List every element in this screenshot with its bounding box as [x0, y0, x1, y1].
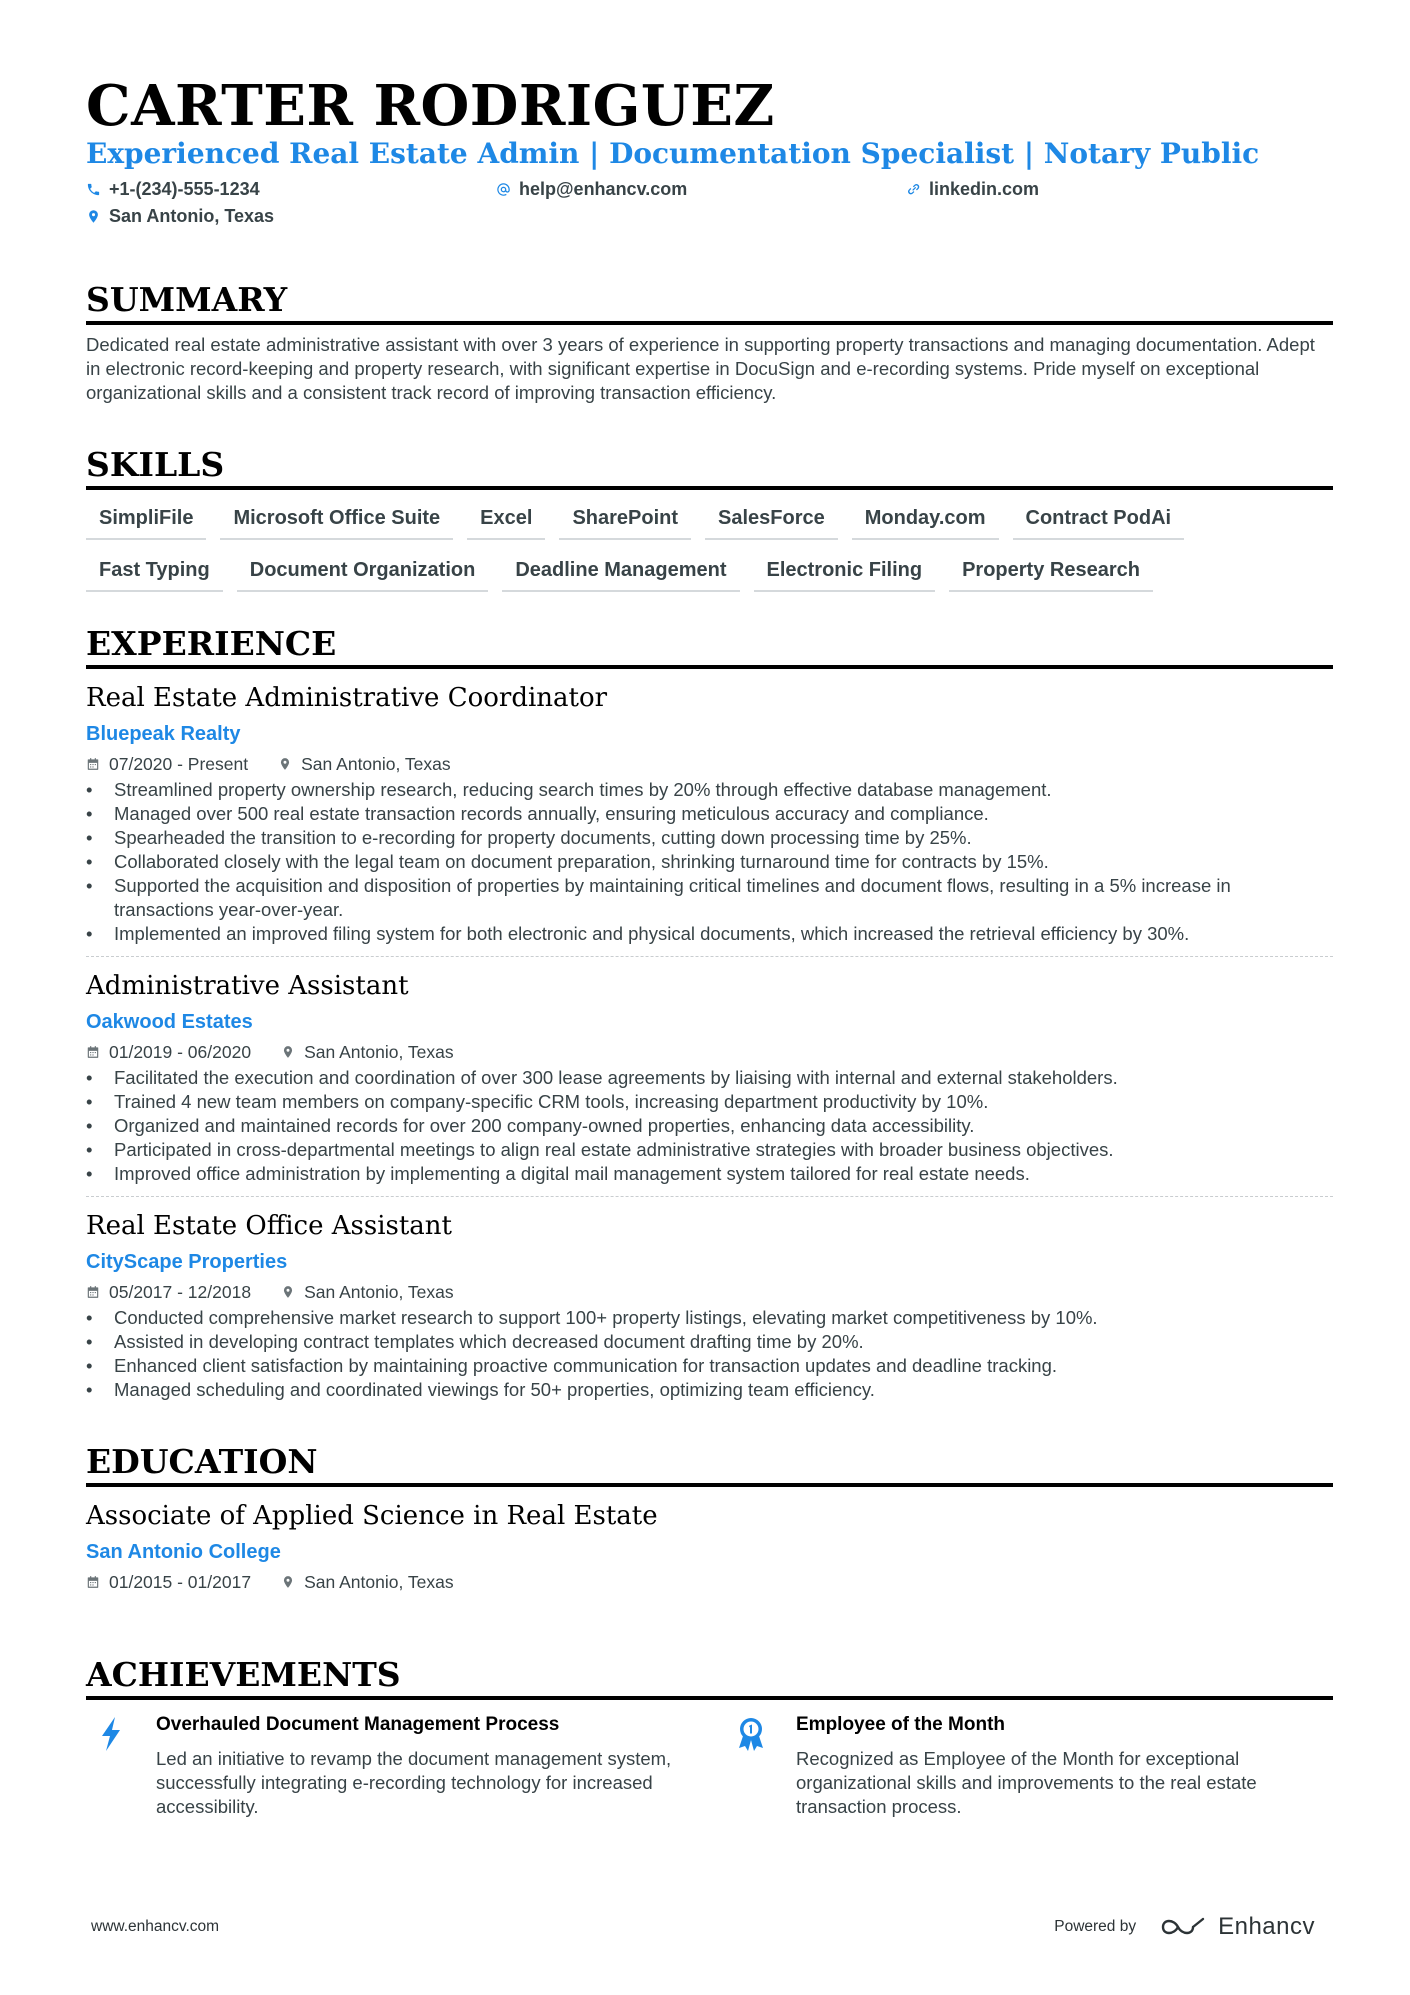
bullet-item: • Trained 4 new team members on company-specific CRM tools, increasing department productivity by 10%. [86, 1090, 1333, 1114]
experience-title: EXPERIENCE [86, 624, 1333, 669]
bullet-item: • Managed over 500 real estate transaction records annually, ensuring meticulous accuracy and compliance. [86, 802, 1333, 826]
phone-icon [86, 182, 101, 197]
award-medal-icon [736, 1716, 766, 1752]
skill-tag: SimpliFile [86, 502, 206, 540]
achievement-desc: Recognized as Employee of the Month for exceptional organizational skills and improvements to the real estate transaction process. [796, 1748, 1257, 1817]
candidate-name: CARTER RODRIGUEZ [86, 73, 775, 139]
calendar-icon [86, 1285, 100, 1299]
powered-by-label: Powered by [1054, 1918, 1137, 1935]
job-meta [86, 1041, 1333, 1063]
achievement-item [86, 1712, 726, 1819]
location-pin-icon [281, 1575, 295, 1589]
skill-tag: Excel [467, 502, 545, 540]
skills-section [86, 445, 1333, 592]
job-title: Administrative Assistant [86, 971, 409, 1001]
link-icon [906, 182, 921, 197]
summary-section [86, 280, 1333, 405]
location-contact [86, 205, 496, 228]
bullet-item: • Implemented an improved filing system for both electronic and physical documents, which increased the retrieval efficiency by 30%. [86, 922, 1333, 946]
degree-title: Associate of Applied Science in Real Estate [86, 1501, 658, 1531]
experience-section [86, 624, 1333, 1412]
skills-list [86, 502, 1333, 592]
job-location: San Antonio, Texas [304, 1042, 454, 1062]
phone-contact[interactable] [86, 178, 496, 201]
resume-page [86, 73, 1333, 1819]
skill-tag: SharePoint [559, 502, 691, 540]
job-dates: 05/2017 - 12/2018 [109, 1282, 252, 1302]
job-title: Real Estate Office Assistant [86, 1211, 452, 1241]
education-meta [86, 1571, 1333, 1593]
achievement-title: Overhauled Document Management Process [156, 1714, 560, 1735]
achievement-title: Employee of the Month [796, 1714, 1005, 1735]
company-name: Bluepeak Realty [86, 723, 241, 745]
education-title: EDUCATION [86, 1442, 1333, 1487]
job-bullets [86, 778, 1333, 946]
job-bullets [86, 1306, 1333, 1402]
bullet-item: • Participated in cross-departmental meetings to align real estate administrative strategies with broader business objectives. [86, 1138, 1333, 1162]
skill-tag: Contract PodAi [1013, 502, 1185, 540]
education-entry [86, 1487, 1333, 1603]
bullet-item: • Collaborated closely with the legal team on document preparation, shrinking turnaround time for contracts by 15%. [86, 850, 1333, 874]
company-name: Oakwood Estates [86, 1011, 253, 1033]
skill-tag: Deadline Management [502, 554, 739, 592]
job-dates: 01/2019 - 06/2020 [109, 1042, 252, 1062]
linkedin-contact[interactable] [906, 178, 1306, 201]
job-location: San Antonio, Texas [301, 754, 451, 774]
bullet-item: • Conducted comprehensive market research to support 100+ property listings, elevating market competitiveness by 10%. [86, 1306, 1333, 1330]
experience-entry [86, 1197, 1333, 1412]
enhancv-logo[interactable] [1160, 1913, 1315, 1941]
education-section [86, 1442, 1333, 1603]
achievements-title: ACHIEVEMENTS [86, 1655, 1333, 1700]
achievements-list [86, 1712, 1333, 1819]
job-meta [86, 753, 1333, 775]
skill-tag: Electronic Filing [754, 554, 936, 592]
achievement-item [726, 1712, 1326, 1819]
location-text: San Antonio, Texas [109, 206, 275, 226]
skill-tag: Monday.com [852, 502, 999, 540]
job-title: Real Estate Administrative Coordinator [86, 683, 608, 713]
skills-row-1 [86, 502, 1333, 540]
calendar-icon [86, 757, 100, 771]
calendar-icon [86, 1045, 100, 1059]
email-text: help@enhancv.com [519, 179, 688, 199]
headline: Experienced Real Estate Admin | Documentation Specialist | Notary Public [86, 137, 1260, 170]
location-pin-icon [278, 757, 292, 771]
achievement-desc: Led an initiative to revamp the document management system, successfully integrating e-recording technology for increased accessibility. [156, 1748, 672, 1817]
at-sign-icon [496, 182, 511, 197]
resume-header [86, 73, 1333, 228]
brand-name: Enhancv [1218, 1913, 1315, 1940]
location-pin-icon [281, 1045, 295, 1059]
skills-row-2 [86, 554, 1333, 592]
bullet-item: • Assisted in developing contract templates which decreased document drafting time by 20%. [86, 1330, 1333, 1354]
bullet-item: • Improved office administration by implementing a digital mail management system tailored for real estate needs. [86, 1162, 1333, 1186]
calendar-icon [86, 1575, 100, 1589]
job-bullets [86, 1066, 1333, 1186]
skill-tag: Fast Typing [86, 554, 223, 592]
experience-entry [86, 957, 1333, 1197]
company-name: CityScape Properties [86, 1251, 288, 1273]
bullet-item: • Spearheaded the transition to e-recording for property documents, cutting down processing time by 25%. [86, 826, 1333, 850]
skill-tag: Property Research [949, 554, 1153, 592]
education-dates: 01/2015 - 01/2017 [109, 1572, 252, 1592]
achievements-section [86, 1655, 1333, 1819]
summary-title: SUMMARY [86, 280, 1333, 325]
school-name: San Antonio College [86, 1541, 281, 1563]
bullet-item: • Supported the acquisition and disposition of properties by maintaining critical timelines and document flows, resulting in a 5% increase in transactions year-over-year. [86, 874, 1333, 922]
summary-text: Dedicated real estate administrative assistant with over 3 years of experience in supporting property transactions and managing documentation. Adept in electronic record-keeping and property research, with significant expertise in DocuSign and e-recording systems. Pride myself on exceptional organizational skills and a consistent track record of improving transaction efficiency. [86, 334, 1315, 403]
bullet-item: • Managed scheduling and coordinated viewings for 50+ properties, optimizing team efficiency. [86, 1378, 1333, 1402]
job-location: San Antonio, Texas [304, 1282, 454, 1302]
skills-title: SKILLS [86, 445, 1333, 490]
lightning-bolt-icon [96, 1716, 126, 1752]
email-contact[interactable] [496, 178, 906, 201]
bullet-item: • Enhanced client satisfaction by maintaining proactive communication for transaction updates and deadline tracking. [86, 1354, 1333, 1378]
location-pin-icon [281, 1285, 295, 1299]
education-location: San Antonio, Texas [304, 1572, 454, 1592]
job-meta [86, 1281, 1333, 1303]
experience-entry [86, 669, 1333, 957]
location-pin-icon [86, 209, 101, 224]
skill-tag: Document Organization [237, 554, 489, 592]
page-footer [91, 1913, 1315, 1941]
bullet-item: • Streamlined property ownership research, reducing search times by 20% through effective database management. [86, 778, 1333, 802]
enhancv-logo-icon [1160, 1915, 1206, 1939]
bullet-item: • Organized and maintained records for over 200 company-owned properties, enhancing data accessibility. [86, 1114, 1333, 1138]
contact-info [86, 178, 1333, 228]
bullet-item: • Facilitated the execution and coordination of over 300 lease agreements by liaising with internal and external stakeholders. [86, 1066, 1333, 1090]
linkedin-text: linkedin.com [929, 179, 1040, 199]
phone-text: +1-(234)-555-1234 [109, 179, 260, 199]
skill-tag: SalesForce [705, 502, 838, 540]
job-dates: 07/2020 - Present [109, 754, 249, 774]
footer-url-link[interactable]: www.enhancv.com [91, 1918, 220, 1935]
skill-tag: Microsoft Office Suite [220, 502, 453, 540]
